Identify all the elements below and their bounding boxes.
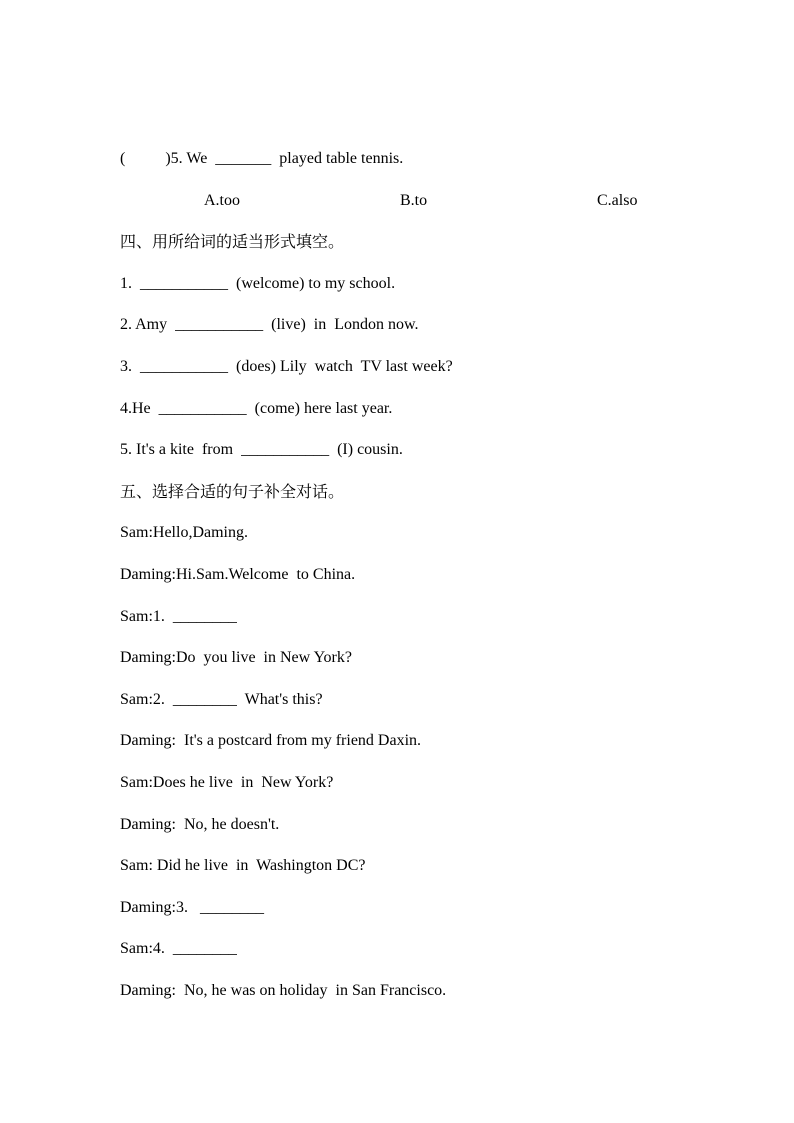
dialogue-line-3: Sam:1. ________	[120, 608, 237, 625]
dialogue-line-10: Daming:3. ________	[120, 899, 264, 916]
option-c: C.also	[597, 192, 638, 209]
dialogue-line-12: Daming: No, he was on holiday in San Francisco.	[120, 982, 447, 999]
section-4-heading: 四、用所给词的适当形式填空。	[120, 232, 345, 251]
dialogue-line-8: Daming: No, he doesn't.	[120, 816, 280, 833]
dialogue-line-9: Sam: Did he live in Washington DC?	[120, 857, 366, 874]
fill-item-5: 5. It's a kite from ___________ (I) cousin.	[120, 441, 403, 458]
option-a: A.too	[204, 192, 240, 209]
fill-item-4: 4.He ___________ (come) here last year.	[120, 400, 393, 417]
fill-item-3: 3. ___________ (does) Lily watch TV last week?	[120, 358, 453, 375]
dialogue-line-2: Daming:Hi.Sam.Welcome to China.	[120, 566, 356, 583]
option-b: B.to	[400, 192, 428, 209]
dialogue-line-4: Daming:Do you live in New York?	[120, 649, 352, 666]
dialogue-line-5: Sam:2. ________ What's this?	[120, 691, 323, 708]
fill-item-2: 2. Amy ___________ (live) in London now.	[120, 316, 419, 333]
dialogue-line-11: Sam:4. ________	[120, 940, 237, 957]
dialogue-line-1: Sam:Hello,Daming.	[120, 524, 248, 541]
section-5-heading: 五、选择合适的句子补全对话。	[120, 482, 345, 501]
dialogue-line-6: Daming: It's a postcard from my friend Daxin.	[120, 732, 422, 749]
dialogue-line-7: Sam:Does he live in New York?	[120, 774, 334, 791]
fill-item-1: 1. ___________ (welcome) to my school.	[120, 275, 396, 292]
question-5: ( )5. We _______ played table tennis.	[120, 150, 404, 167]
